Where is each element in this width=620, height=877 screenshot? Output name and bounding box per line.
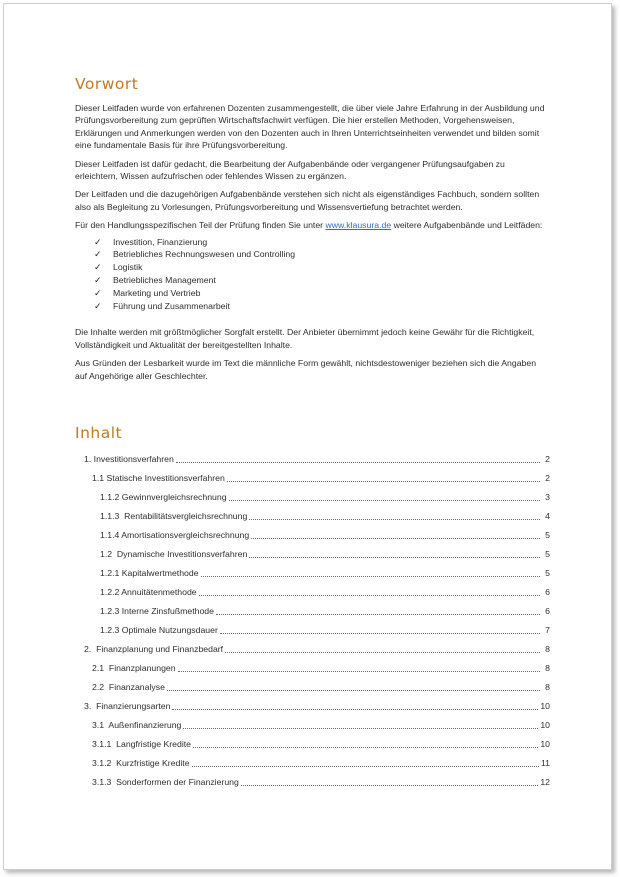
toc-entry-label: 3.1 Außenfinanzierung	[92, 720, 182, 730]
toc-entry-label: 2. Finanzplanung und Finanzbedarf	[84, 644, 224, 654]
vorwort-heading: Vorwort	[75, 75, 139, 93]
toc-entry[interactable]	[75, 548, 550, 567]
toc-entry-page: 5	[541, 529, 550, 541]
toc-entry-page: 7	[541, 624, 550, 636]
checklist-item	[94, 300, 550, 313]
vorwort-paragraph-4	[75, 219, 550, 231]
toc-dot-leader	[201, 567, 540, 577]
toc-entry-label: 1.1.4 Amortisationsvergleichsrechnung	[100, 530, 250, 540]
toc-entry-page: 10	[540, 701, 550, 711]
toc-entry-page: 10	[540, 720, 550, 730]
document-page	[3, 3, 612, 870]
checklist-item-label: Investition, Finanzierung	[113, 236, 208, 247]
toc-dot-leader	[176, 453, 540, 463]
checklist-item	[94, 261, 550, 274]
toc-entry-page: 6	[541, 605, 550, 617]
vorwort-closing-1: Die Inhalte werden mit größtmöglicher Sorgfalt erstellt. Der Anbieter übernimmt jedoch keine Gewähr für die Richtigkeit, Vollständigkeit und Aktualität der bereitgestellten Inhalte.	[75, 327, 535, 350]
toc-dot-leader	[249, 510, 540, 520]
klausura-link[interactable]: www.klausura.de	[325, 220, 392, 231]
toc-entry-label: 1. Investitionsverfahren	[84, 454, 174, 464]
toc-entry-label: 3.1.2 Kurzfristige Kredite	[92, 758, 190, 768]
toc-dot-leader	[183, 719, 538, 729]
vorwort-section	[75, 102, 550, 388]
toc-entry[interactable]	[75, 586, 550, 605]
toc-dot-leader	[229, 491, 540, 501]
toc-entry-label: 3.1.3 Sonderformen der Finanzierung	[92, 777, 239, 787]
checkmark-icon: ✓	[94, 236, 102, 247]
toc-dot-leader	[220, 624, 540, 634]
toc-entry-page: 2	[541, 453, 550, 465]
checkmark-icon: ✓	[94, 249, 102, 260]
toc-entry[interactable]	[75, 472, 550, 491]
toc-entry[interactable]	[75, 491, 550, 510]
inhalt-heading: Inhalt	[75, 424, 123, 442]
toc-entry-page: 10	[540, 739, 550, 749]
checklist-item-label: Betriebliches Management	[113, 275, 216, 286]
subject-checklist	[75, 236, 550, 313]
toc-entry[interactable]	[75, 624, 550, 643]
vorwort-paragraph-2: Dieser Leitfaden ist dafür gedacht, die Bearbeitung der Aufgabenbände oder vergangener Prüfungsaufgaben zu erleichtern, Wissen aufzufrischen oder fehlendes Wissen zu ergänzen.	[75, 158, 505, 182]
toc-entry[interactable]	[75, 453, 550, 472]
checklist-item	[94, 274, 550, 287]
toc-entry-page: 11	[540, 758, 550, 768]
toc-entry-label: 1.1.2 Gewinnvergleichsrechnung	[100, 492, 227, 502]
checklist-item	[94, 248, 550, 261]
toc-entry[interactable]	[75, 700, 550, 719]
toc-dot-leader	[216, 605, 540, 615]
toc-dot-leader	[192, 757, 539, 767]
toc-entry-label: 1.2.3 Optimale Nutzungsdauer	[100, 625, 218, 635]
toc-dot-leader	[241, 776, 539, 786]
toc-dot-leader	[227, 472, 540, 482]
checklist-item	[94, 236, 550, 249]
toc-entry-label: 1.1.3 Rentabilitätsvergleichsrechnung	[100, 511, 248, 521]
toc-dot-leader	[178, 662, 540, 672]
checklist-item-label: Marketing und Vertrieb	[113, 287, 201, 298]
checkmark-icon: ✓	[94, 300, 102, 311]
checkmark-icon: ✓	[94, 287, 102, 298]
toc-entry[interactable]	[75, 738, 550, 757]
link-paragraph-after: weitere Aufgabenbände und Leitfäden:	[391, 220, 543, 231]
toc-entry-label: 1.2.3 Interne Zinsfußmethode	[100, 606, 214, 616]
vorwort-paragraph-1: Dieser Leitfaden wurde von erfahrenen Dozenten zusammengestellt, die über viele Jahre Erfahrung in der Ausbildung und Prüfungsvorbereitung zum geprüften Wirtschaftsfachwirt verfügen. Die hier erstellen Methoden, Vorgehensweisen, Erklärungen und Anmerkungen werden von den Dozenten auch in Ihren Unterrichtseinheiten verwendet und bilden somit eine fundamentale Basis für ihre Prüfungsvorbereitung.	[75, 103, 545, 151]
toc-dot-leader	[193, 738, 538, 748]
toc-entry[interactable]	[75, 662, 550, 681]
toc-entry-label: 1.1 Statische Investitionsverfahren	[92, 473, 225, 483]
toc-entry-page: 4	[541, 510, 550, 522]
toc-entry[interactable]	[75, 776, 550, 795]
toc-entry[interactable]	[75, 567, 550, 586]
link-paragraph-before: Für den Handlungsspezifischen Teil der Prüfung finden Sie unter	[75, 220, 326, 231]
toc-entry-label: 2.1 Finanzplanungen	[92, 663, 176, 673]
toc-dot-leader	[172, 700, 538, 710]
toc-entry-page: 5	[541, 548, 550, 560]
toc-dot-leader	[199, 586, 540, 596]
toc-entry-label: 1.2.1 Kapitalwertmethode	[100, 568, 199, 578]
checklist-item-label: Betriebliches Rechnungswesen und Controlling	[113, 249, 296, 260]
toc-dot-leader	[225, 643, 540, 653]
checkmark-icon: ✓	[94, 262, 102, 273]
toc-entry-page: 8	[541, 662, 550, 674]
toc-entry-label: 3.1.1 Langfristige Kredite	[92, 739, 192, 749]
toc-entry-page: 2	[541, 472, 550, 484]
toc-entry[interactable]	[75, 529, 550, 548]
toc-entry[interactable]	[75, 605, 550, 624]
toc-entry-page: 12	[540, 777, 550, 787]
vorwort-closing-2: Aus Gründen der Lesbarkeit wurde im Text die männliche Form gewählt, nichtsdestoweniger beziehen sich die Angaben auf Angehörige aller Geschlechter.	[75, 358, 537, 381]
toc-dot-leader	[249, 548, 540, 558]
toc-entry-page: 3	[541, 491, 550, 503]
toc-entry-page: 5	[541, 567, 550, 579]
toc-entry-page: 8	[541, 643, 550, 655]
checklist-item	[94, 287, 550, 300]
toc-entry-page: 6	[541, 586, 550, 598]
toc-entry-label: 1.2 Dynamische Investitionsverfahren	[100, 549, 248, 559]
toc-entry-page: 8	[541, 681, 550, 693]
checkmark-icon: ✓	[94, 275, 102, 286]
toc-entry[interactable]	[75, 510, 550, 529]
toc-entry-label: 3. Finanzierungsarten	[84, 701, 171, 711]
toc-entry[interactable]	[75, 719, 550, 738]
toc-entry-label: 1.2.2 Annuitätenmethode	[100, 587, 197, 597]
checklist-item-label: Logistik	[113, 262, 143, 273]
table-of-contents	[75, 453, 550, 795]
checklist-item-label: Führung und Zusammenarbeit	[113, 300, 230, 311]
toc-entry[interactable]	[75, 643, 550, 662]
toc-dot-leader	[167, 681, 540, 691]
toc-entry-label: 2.2 Finanzanalyse	[92, 682, 165, 692]
toc-entry[interactable]	[75, 757, 550, 776]
vorwort-paragraph-3: Der Leitfaden und die dazugehörigen Aufgabenbände verstehen sich nicht als eigenständiges Fachbuch, sondern sollten also als Begleitung zu Vorlesungen, Prüfungsvorbereitung und Wissensvertiefung betrachtet werden.	[75, 189, 540, 212]
toc-dot-leader	[251, 529, 540, 539]
toc-entry[interactable]	[75, 681, 550, 700]
